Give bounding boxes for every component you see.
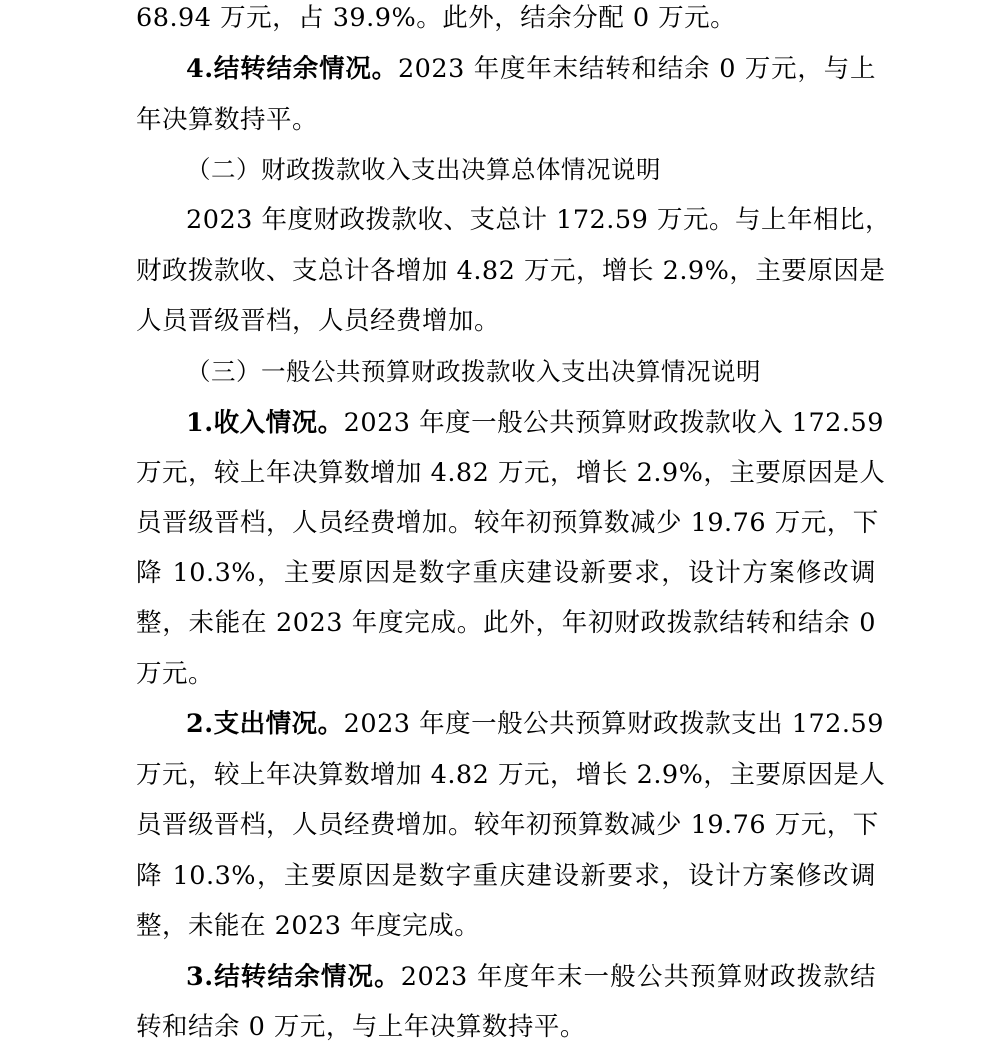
text-line: 员晋级晋档，人员经费增加。较年初预算数减少 19.76 万元，下 — [136, 508, 879, 538]
text-line: 2.支出情况。2023 年度一般公共预算财政拨款支出 172.59 — [186, 709, 884, 739]
section-heading: （三）一般公共预算财政拨款收入支出决算情况说明 — [186, 357, 761, 386]
section-heading: （二）财政拨款收入支出决算总体情况说明 — [186, 155, 661, 184]
text-line: 降 10.3%，主要原因是数字重庆建设新要求，设计方案修改调 — [136, 558, 876, 588]
subsection-heading: 4.结转结余情况。 — [186, 54, 398, 84]
text-line: 68.94 万元，占 39.9%。此外，结余分配 0 万元。 — [136, 3, 737, 33]
text-line: 转和结余 0 万元，与上年决算数持平。 — [136, 1012, 586, 1042]
subsection-heading: 1.收入情况。 — [186, 408, 344, 438]
text-line: 整，未能在 2023 年度完成。此外，年初财政拨款结转和结余 0 — [136, 608, 876, 638]
text-line: 万元。 — [136, 659, 215, 689]
text-line: 财政拨款收、支总计各增加 4.82 万元，增长 2.9%，主要原因是 — [136, 256, 886, 286]
text-line: 2023 年度财政拨款收、支总计 172.59 万元。与上年相比， — [186, 205, 891, 235]
text-line: 万元，较上年决算数增加 4.82 万元，增长 2.9%，主要原因是人 — [136, 458, 886, 488]
text-line: 员晋级晋档，人员经费增加。较年初预算数减少 19.76 万元，下 — [136, 810, 879, 840]
subsection-heading: 2.支出情况。 — [186, 709, 344, 739]
text-line: 4.结转结余情况。2023 年度年末结转和结余 0 万元，与上 — [186, 54, 876, 84]
text-line: 3.结转结余情况。2023 年度年末一般公共预算财政拨款结 — [186, 962, 876, 992]
text-line: 1.收入情况。2023 年度一般公共预算财政拨款收入 172.59 — [186, 408, 884, 438]
text-line: 降 10.3%，主要原因是数字重庆建设新要求，设计方案修改调 — [136, 861, 876, 891]
text-line: 整，未能在 2023 年度完成。 — [136, 911, 481, 941]
text-line: 年决算数持平。 — [136, 105, 319, 135]
text-line: 人员晋级晋档，人员经费增加。 — [136, 306, 501, 336]
subsection-heading: 3.结转结余情况。 — [186, 962, 401, 992]
text-line: 万元，较上年决算数增加 4.82 万元，增长 2.9%，主要原因是人 — [136, 760, 886, 790]
